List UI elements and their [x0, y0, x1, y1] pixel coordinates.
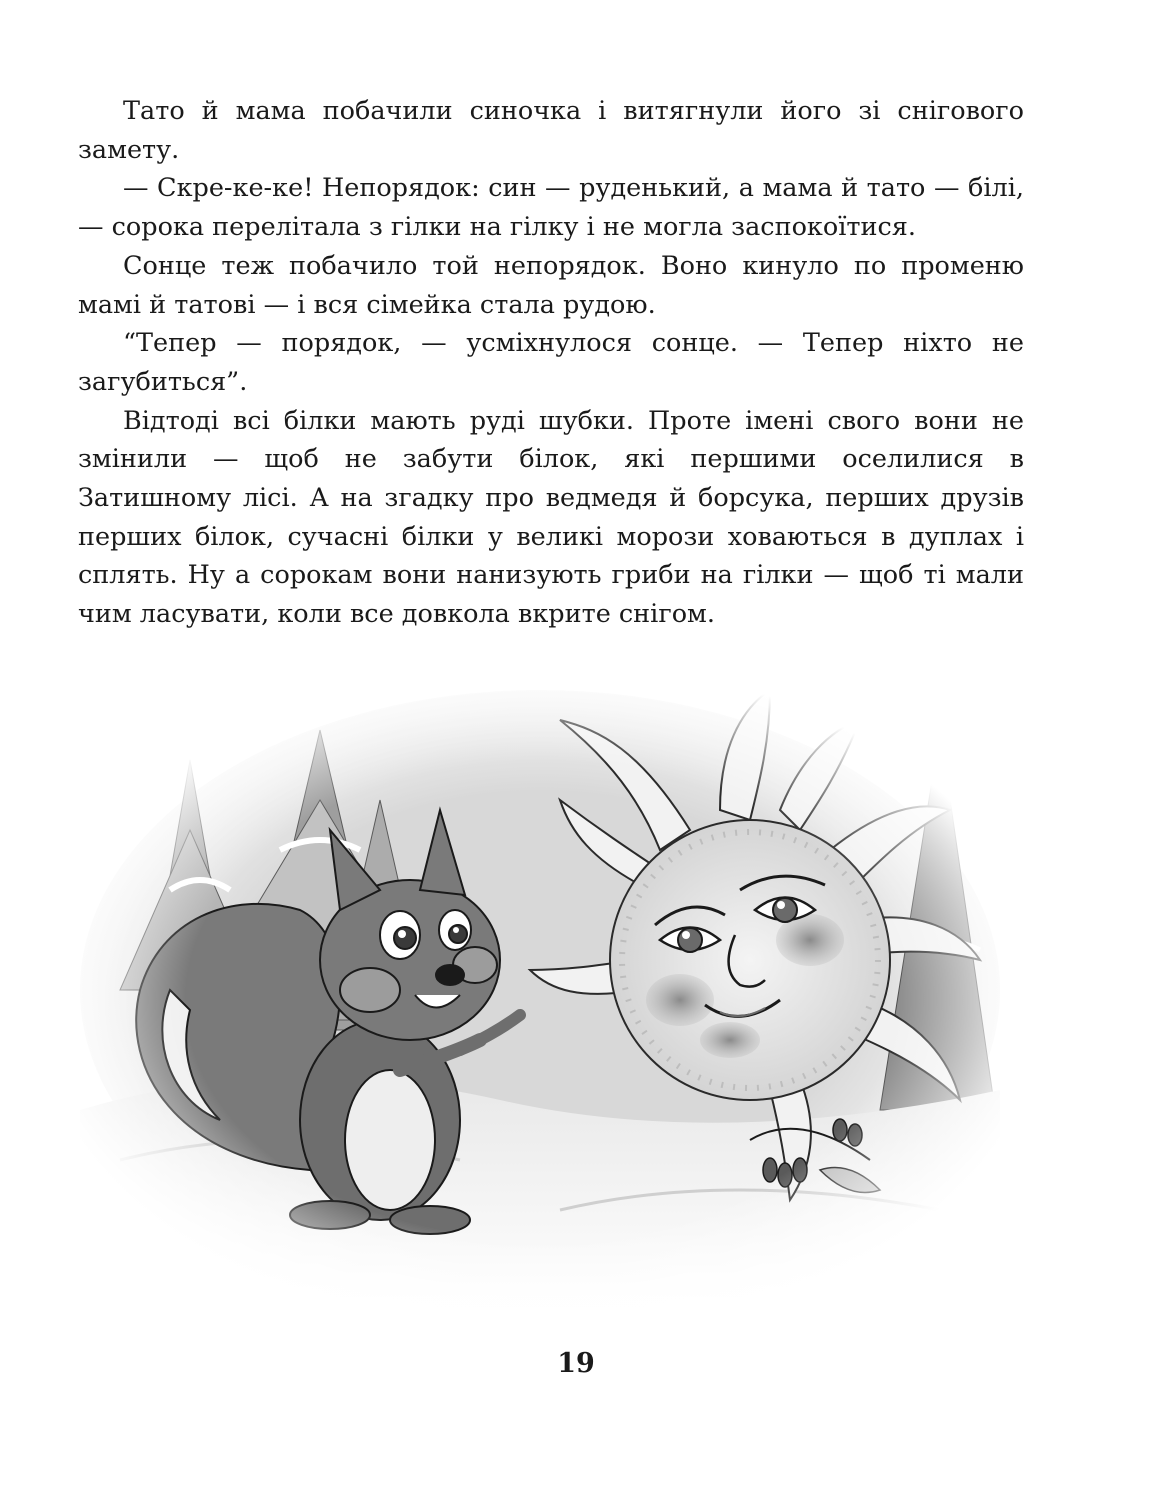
paragraph-3: Сонце теж побачило той непорядок. Воно кинуло по променю мамі й татові — і вся сімейка стала рудою.: [78, 250, 1024, 320]
page-number: 19: [557, 1348, 595, 1379]
paragraph-1: Тато й мама побачили синочка і витягнули його зі снігового замету.: [78, 96, 1024, 165]
squirrel-and-sun-illustration: [80, 690, 1000, 1310]
paragraph-2: — Скре-ке-ке! Непорядок: син — руденький, а мама й тато — білі, — сорока перелітала з гілки на гілку і не могла заспокоїтися.: [78, 173, 1024, 243]
story-text: [78, 92, 1024, 634]
paragraph-4: “Тепер — порядок, — усміхнулося сонце. — Тепер ніхто не загубиться”.: [78, 328, 1024, 397]
paragraph-5: Відтоді всі білки мають руді шубки. Проте імені свого вони не змінили — щоб не забути білок, які першими оселилися в Затишному лісі. А на згадку про ведмедя й борсука, перших друзів перших білок, сучасні білки у великі морози ховаються в дуплах і сплять. Ну а сорокам вони нанизують гриби на гілки — щоб ті мали чим ласувати, коли все довкола вкрите снігом.: [78, 405, 1024, 630]
